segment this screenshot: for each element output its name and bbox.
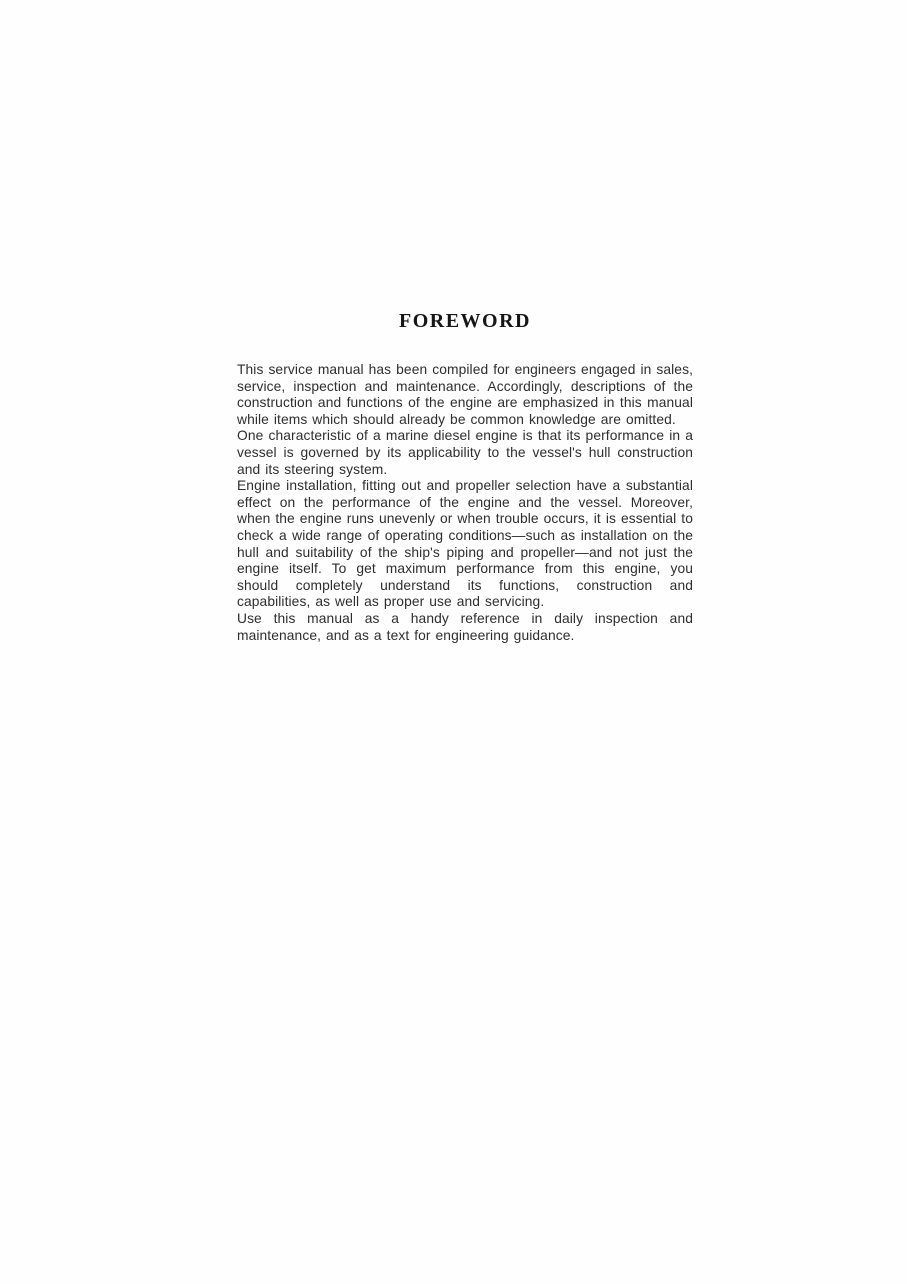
foreword-paragraph: Engine installation, fitting out and propeller selection have a substantial effect on the performance of the engine and the vessel. Moreover, when the engine runs unevenly or when trouble occurs, it is essential to check a wide range of operating conditions—such as installation on the hull and suitability of the ship's piping and propeller—and not just the engine itself. To get maximum performance from this engine, you should completely understand its functions, construction and capabilities, as well as proper use and servicing. [237, 478, 693, 610]
foreword-section [237, 310, 693, 644]
foreword-paragraph: Use this manual as a handy reference in daily inspection and maintenance, and as a text for engineering guidance. [237, 610, 693, 643]
foreword-paragraph: This service manual has been compiled for engineers engaged in sales, service, inspection and maintenance. Accordingly, descriptions of the construction and functions of the engine are emphasized in this manual while items which should already be common knowledge are omitted. [237, 362, 693, 427]
page-title: FOREWORD [399, 310, 531, 332]
foreword-body [237, 362, 693, 644]
foreword-paragraph: One characteristic of a marine diesel engine is that its performance in a vessel is governed by its applicability to the vessel's hull construction and its steering system. [237, 428, 693, 477]
